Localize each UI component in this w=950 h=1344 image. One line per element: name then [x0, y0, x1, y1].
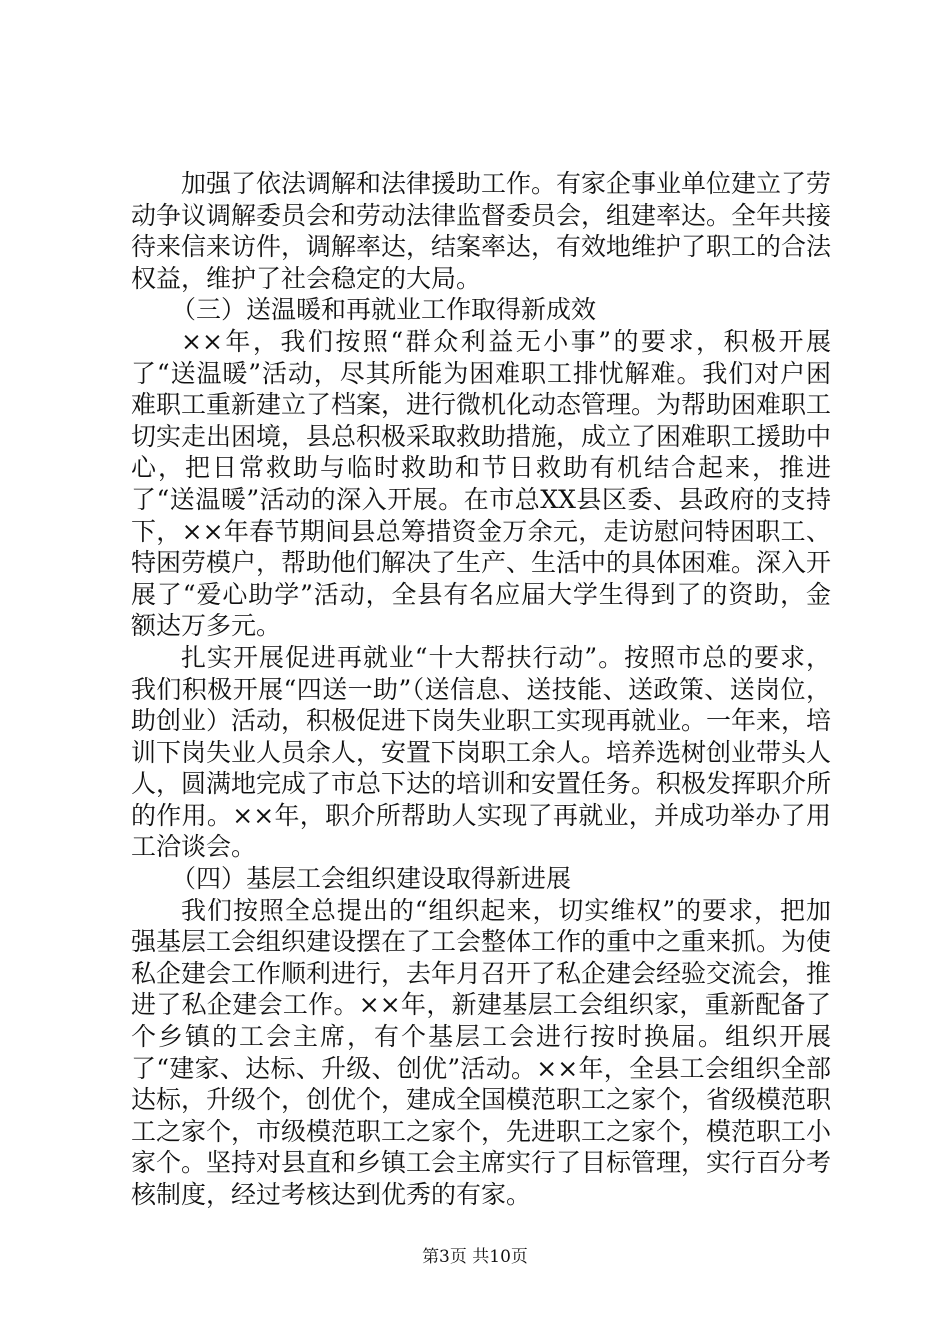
paragraph-mediation: 加强了依法调解和法律援助工作。有家企事业单位建立了劳动争议调解委员会和劳动法律监督委员会，组建率达。全年共接待来信来访件，调解率达，结案率达，有效地维护了职工的合法权益，维护了社会稳定的大局。: [131, 169, 832, 293]
paragraph-reemployment: 扎实开展促进再就业“十大帮扶行动”。按照市总的要求，我们积极开展“四送一助”（送信息、送技能、送政策、送岗位，助创业）活动，积极促进下岗失业职工实现再就业。一年来，培训下岗失业人员余人，安置下岗职工余人。培养选树创业带头人人，圆满地完成了市总下达的培训和安置任务。积极发挥职介所的作用。××年，职介所帮助人实现了再就业，并成功举办了用工洽谈会。: [131, 642, 832, 862]
paragraph-warmth: ××年，我们按照“群众利益无小事”的要求，积极开展了“送温暖”活动，尽其所能为困难职工排忧解难。我们对户困难职工重新建立了档案，进行微机化动态管理。为帮助困难职工切实走出困境，县总积极采取救助措施，成立了困难职工援助中心，把日常救助与临时救助和节日救助有机结合起来，推进了“送温暖”活动的深入开展。在市总XX县区委、县政府的支持下，××年春节期间县总筹措资金万余元，走访慰问特困职工、特困劳模户，帮助他们解决了生产、生活中的具体困难。深入开展了“爱心助学”活动，全县有名应届大学生得到了的资助，金额达万多元。: [131, 326, 832, 641]
section-heading-3: （三）送温暖和再就业工作取得新成效: [171, 295, 597, 325]
section-heading-4: （四）基层工会组织建设取得新进展: [171, 864, 572, 894]
page-number: 第3页 共10页: [422, 1247, 528, 1267]
document-body: [131, 168, 831, 1211]
paragraph-grassroots: 我们按照全总提出的“组织起来，切实维权”的要求，把加强基层工会组织建设摆在了工会整体工作的重中之重来抓。为使私企建会工作顺利进行，去年月召开了私企建会经验交流会，推进了私企建会工作。××年，新建基层工会组织家，重新配备了个乡镇的工会主席，有个基层工会进行按时换届。组织开展了“建家、达标、升级、创优”活动。××年，全县工会组织全部达标，升级个，创优个，建成全国模范职工之家个，省级模范职工之家个，市级模范职工之家个，先进职工之家个，模范职工小家个。坚持对县直和乡镇工会主席实行了目标管理，实行百分考核制度，经过考核达到优秀的有家。: [131, 895, 832, 1209]
